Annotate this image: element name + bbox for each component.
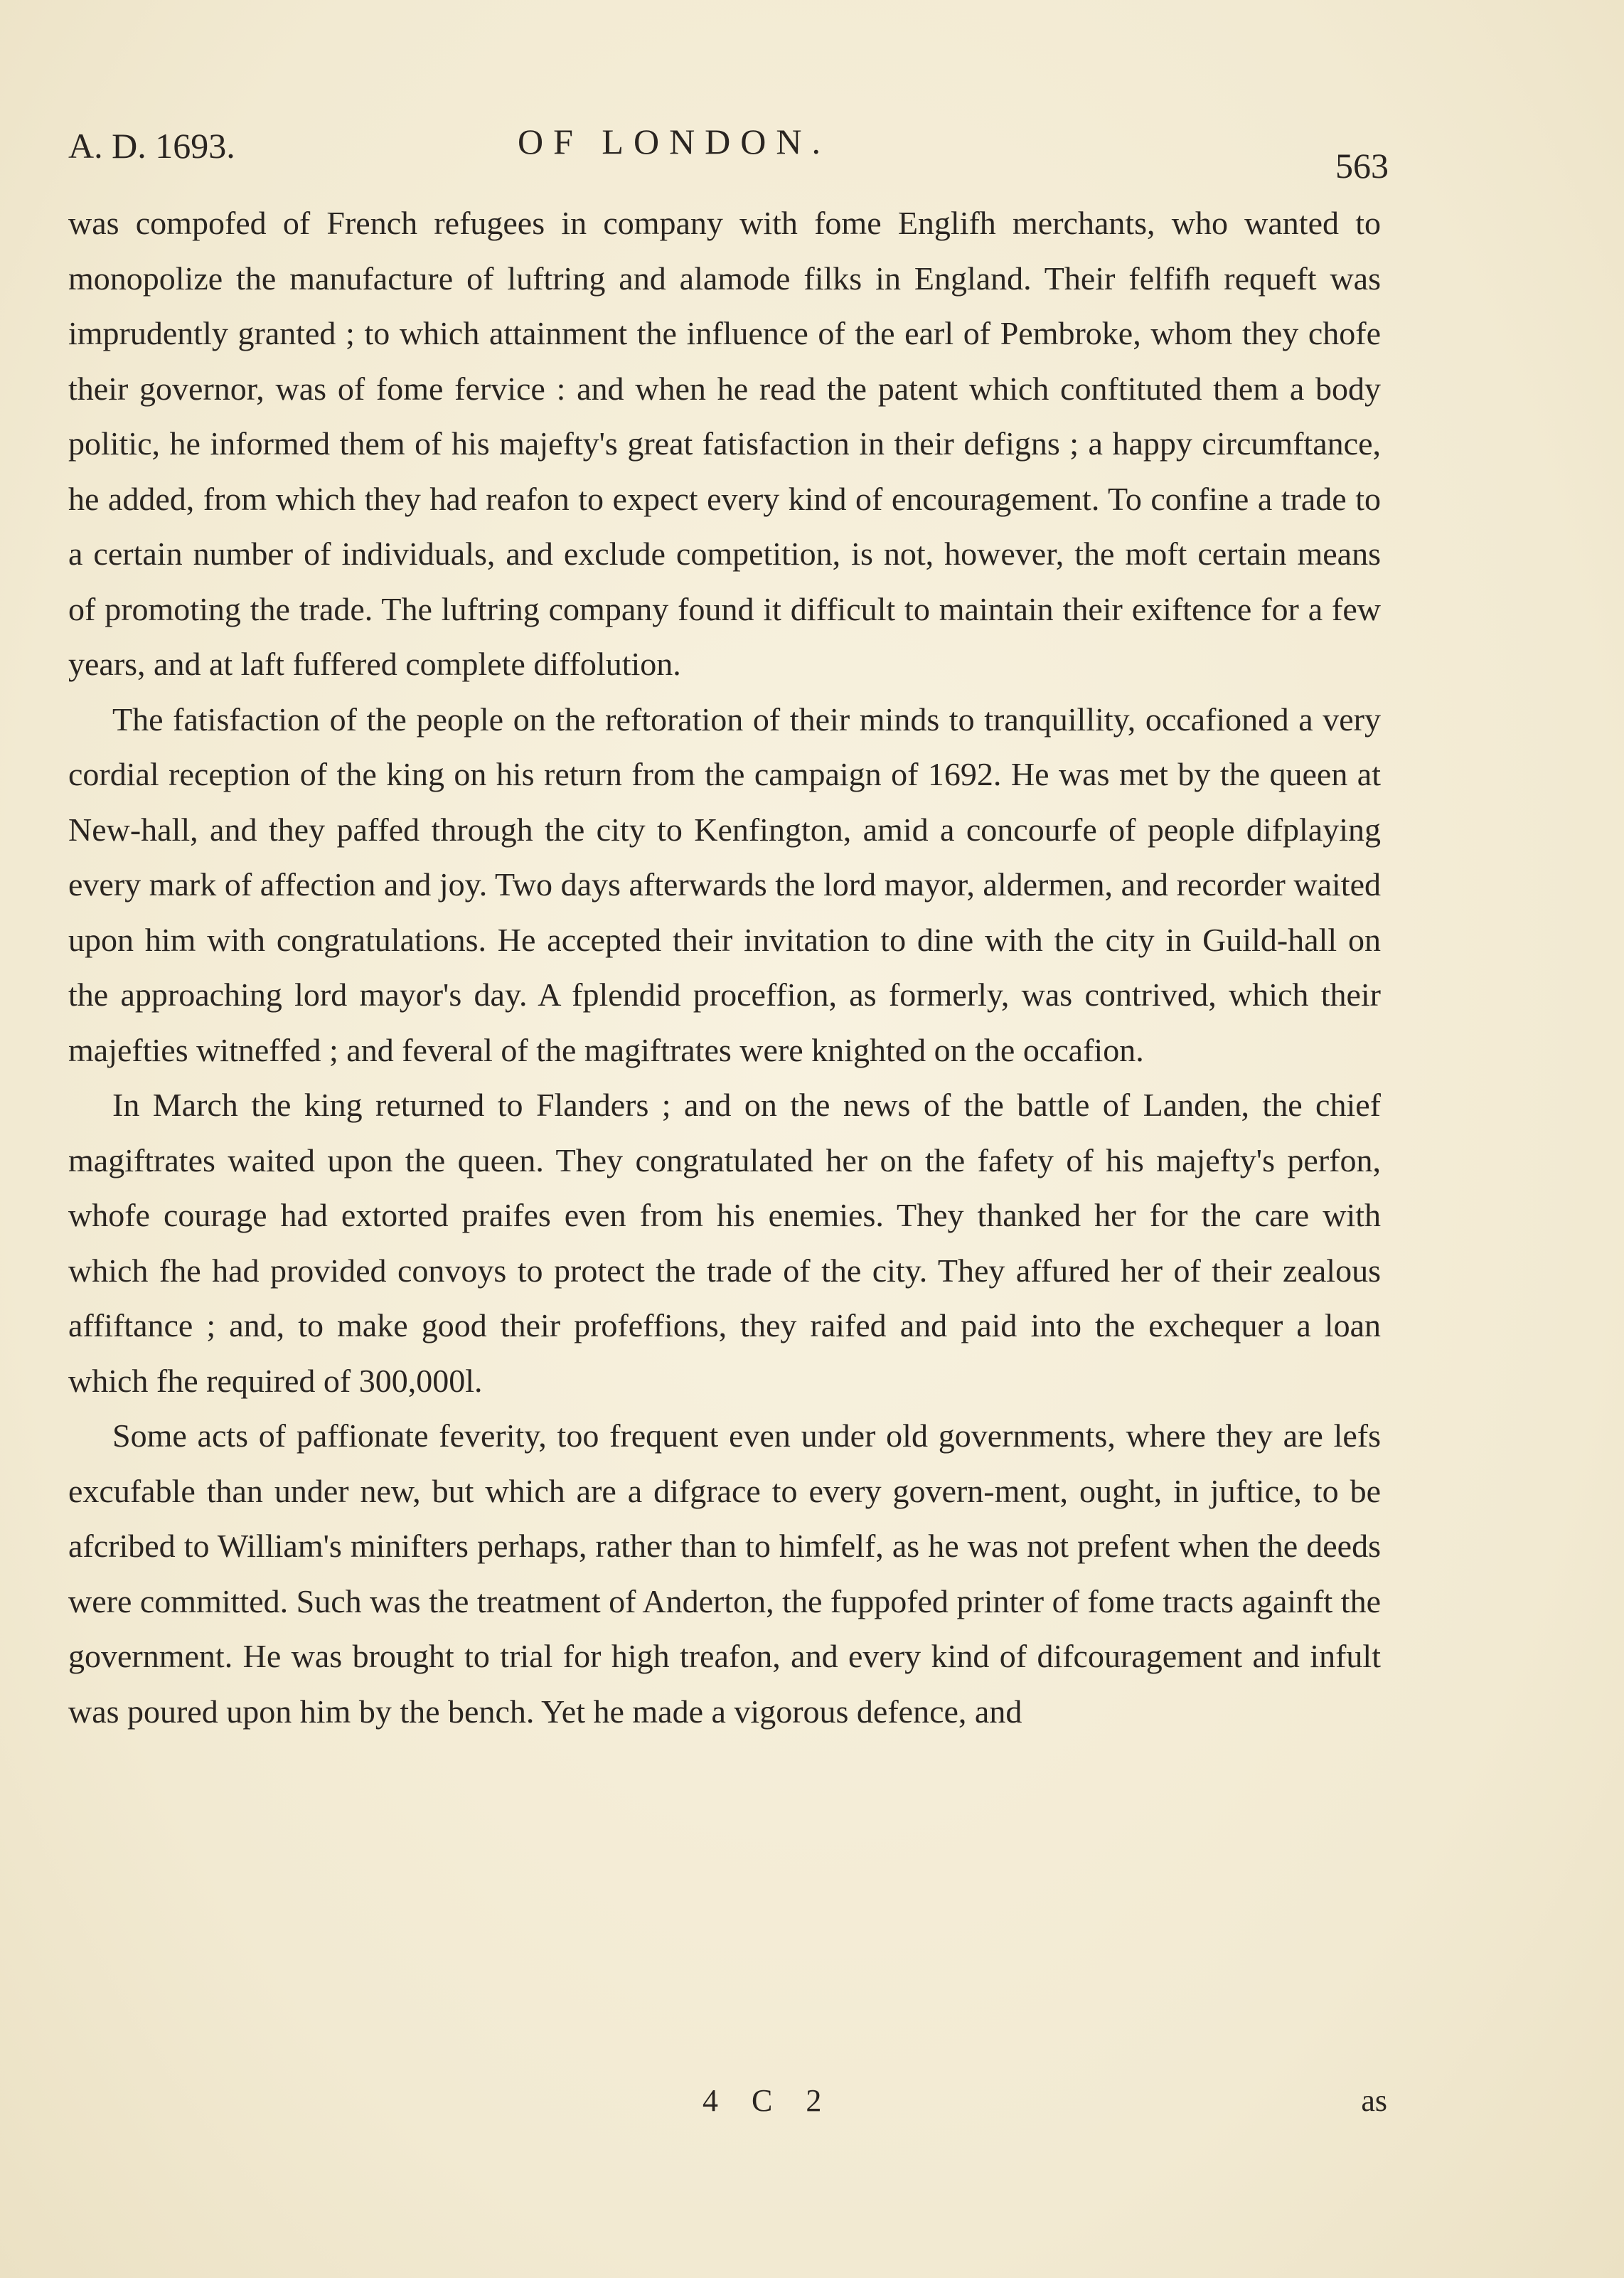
body-text [68,196,1381,1739]
paragraph-4: Some acts of paffionate feverity, too frequent even under old governments, where they are lefs excufable than under new, but which are a difgrace to every govern-ment, ought, in juftice, to be afcribed to William's minifters perhaps, rather than to himfelf, as he was not prefent when the deeds were committed. Such was the treatment of Anderton, the fuppofed printer of fome tracts againft the government. He was brought to trial for high treafon, and every kind of difcouragement and infult was poured upon him by the bench. Yet he made a vigorous defence, and [68,1417,1381,1730]
catchword: as [1361,2083,1387,2118]
running-header [68,121,1389,186]
page-number: 563 [1335,146,1389,186]
header-title: OF LONDON. [518,122,830,161]
paragraph-3: In March the king returned to Flanders ; and on the news of the battle of Landen, the chief magiftrates waited upon the queen. They congratulated her on the fafety of his majefty's perfon, whofe courage had extorted praifes even from his enemies. They thanked her for the care with which fhe had provided convoys to protect the trade of the city. They affured her of their zealous affiftance ; and, to make good their profeffions, they raifed and paid into the exchequer a loan which fhe required of 300,000l. [68,1087,1381,1399]
paragraph-2: The fatisfaction of the people on the reftoration of their minds to tranquillity, occafioned a very cordial reception of the king on his return from the campaign of 1692. He was met by the queen at New-hall, and they paffed through the city to Kenfington, amid a concourfe of people difplaying every mark of affection and joy. Two days afterwards the lord mayor, aldermen, and recorder waited upon him with congratulations. He accepted their invitation to dine with the city in Guild-hall on the approaching lord mayor's day. A fplendid proceffion, as formerly, was contrived, which their majefties witneffed ; and feveral of the magiftrates were knighted on the occafion. [68,701,1381,1068]
header-date: A. D. 1693. [68,126,235,166]
page-footer [68,2082,1387,2125]
signature-mark: 4 C 2 [703,2083,835,2118]
paragraph-1: was compofed of French refugees in company with fome Englifh merchants, who wanted to monopolize the manufacture of luftring and alamode filks in England. Their felfifh requeft was imprudently granted ; to which attainment the influence of the earl of Pembroke, whom they chofe their governor, was of fome fervice : and when he read the patent which conftituted them a body politic, he informed them of his majefty's great fatisfaction in their defigns ; a happy circumftance, he added, from which they had reafon to expect every kind of encouragement. To confine a trade to a certain number of individuals, and exclude competition, is not, however, the moft certain means of promoting the trade. The luftring company found it difficult to maintain their exiftence for a few years, and at laft fuffered complete diffolution. [68,205,1381,682]
